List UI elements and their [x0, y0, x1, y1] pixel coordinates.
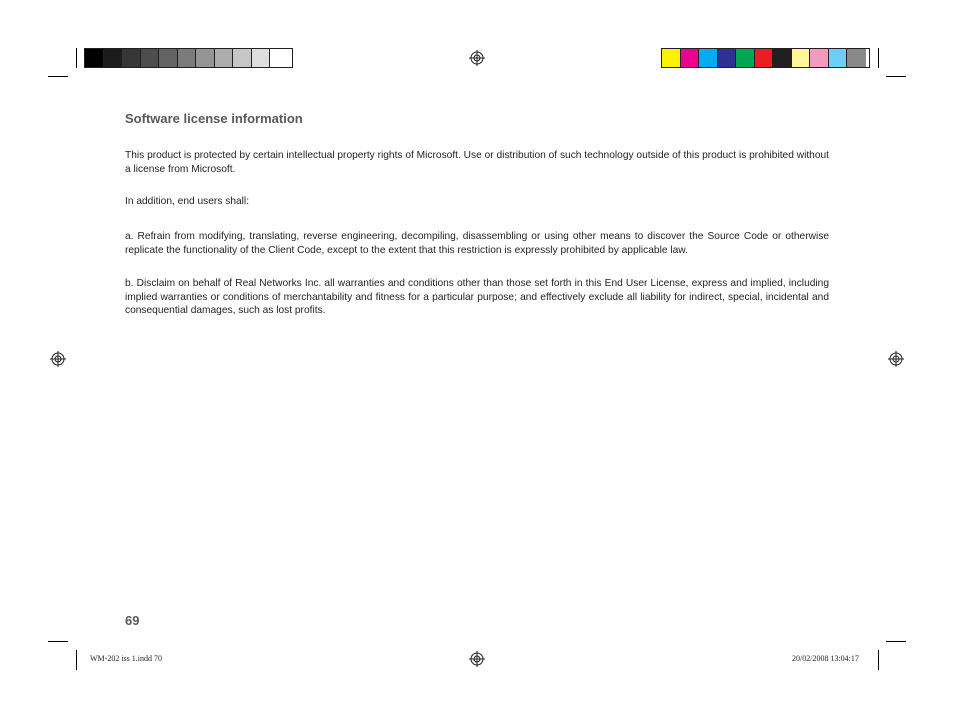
- process-color-swatch: [773, 49, 792, 67]
- paragraph-end-users-intro: In addition, end users shall:: [125, 196, 250, 207]
- grayscale-swatch: [215, 49, 234, 67]
- paragraph-clause-a: a. Refrain from modifying, translating, reverse engineering, decompiling, disassembling or using other means to discover the Source Code or otherwise replicate the functionality of the Client Code, except to the extent that this restriction is expressly prohibited by applicable law.: [125, 231, 829, 256]
- process-color-bar: [661, 48, 870, 68]
- process-color-swatch: [810, 49, 829, 67]
- process-color-swatch: [847, 49, 866, 67]
- grayscale-swatch: [178, 49, 197, 67]
- crop-mark-top-left-horizontal: [48, 76, 68, 77]
- paragraph-microsoft-notice: This product is protected by certain intellectual property rights of Microsoft. Use or distribution of such technology outside of this product is prohibited without a license from Microsoft.: [125, 150, 829, 175]
- grayscale-swatch: [159, 49, 178, 67]
- crop-mark-top-left-vertical: [76, 48, 77, 68]
- page-number: 69: [125, 613, 140, 628]
- process-color-swatch: [736, 49, 755, 67]
- registration-mark-left-icon: [50, 351, 66, 367]
- crop-mark-bottom-right-horizontal: [886, 641, 906, 642]
- process-color-swatch: [681, 49, 700, 67]
- crop-mark-bottom-right-vertical: [878, 650, 879, 670]
- grayscale-color-bar: [84, 48, 293, 68]
- process-color-swatch: [829, 49, 848, 67]
- crop-mark-bottom-left-horizontal: [48, 641, 68, 642]
- process-color-swatch: [662, 49, 681, 67]
- grayscale-swatch: [141, 49, 160, 67]
- grayscale-swatch: [122, 49, 141, 67]
- slug-date-time: 20/02/2008 13:04:17: [792, 654, 859, 663]
- crop-mark-bottom-left-vertical: [76, 650, 77, 670]
- registration-mark-bottom-icon: [469, 651, 485, 667]
- grayscale-swatch: [85, 49, 104, 67]
- paragraph-clause-b: b. Disclaim on behalf of Real Networks Inc. all warranties and conditions other than those set forth in this End User License, express and implied, including implied warranties or conditions of merchantability and fitness for a particular purpose; and effectively exclude all liability for indirect, special, incidental and consequential damages, such as lost profits.: [125, 278, 829, 316]
- process-color-swatch: [718, 49, 737, 67]
- section-title: Software license information: [125, 111, 303, 126]
- grayscale-swatch: [196, 49, 215, 67]
- slug-file-info: WM-202 iss 1.indd 70: [90, 654, 162, 663]
- grayscale-swatch: [104, 49, 123, 67]
- crop-mark-top-right-horizontal: [886, 76, 906, 77]
- registration-mark-right-icon: [888, 351, 904, 367]
- process-color-swatch: [699, 49, 718, 67]
- registration-mark-top-icon: [469, 50, 485, 66]
- process-color-swatch: [792, 49, 811, 67]
- grayscale-swatch: [233, 49, 252, 67]
- grayscale-swatch: [252, 49, 271, 67]
- crop-mark-top-right-vertical: [878, 48, 879, 68]
- process-color-swatch: [755, 49, 774, 67]
- grayscale-swatch: [270, 49, 289, 67]
